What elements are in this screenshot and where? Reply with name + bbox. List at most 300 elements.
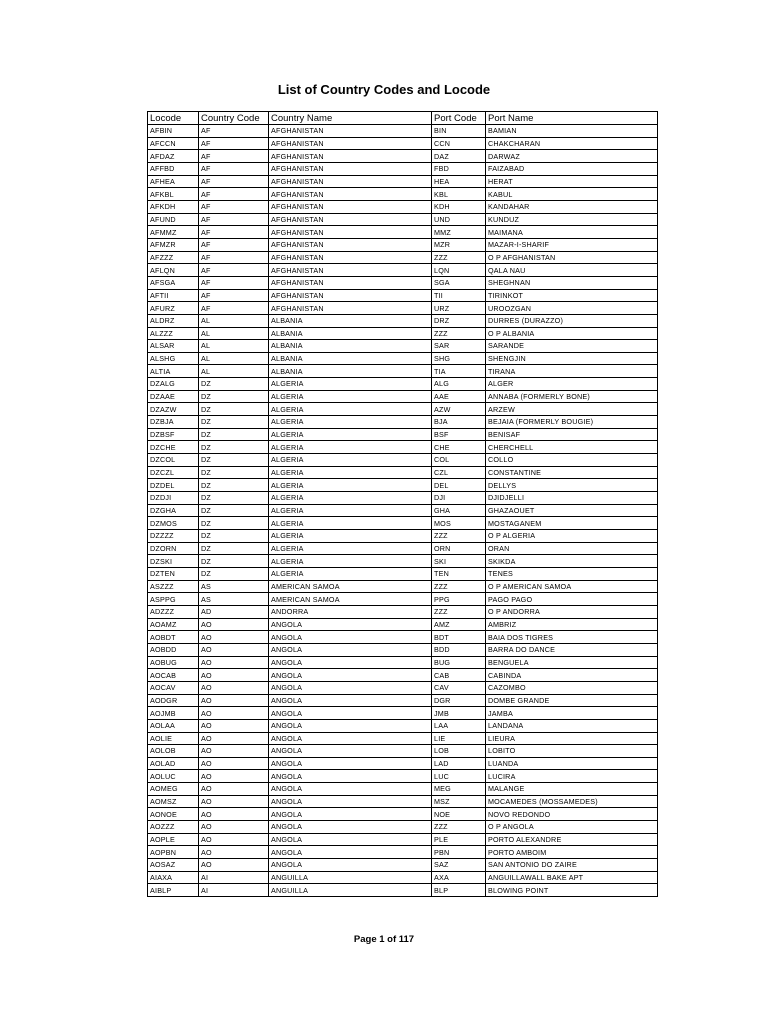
cell-locode: AFFBD [148,162,199,175]
cell-country-code: DZ [199,441,269,454]
cell-locode: AFMMZ [148,226,199,239]
cell-country-name: AMERICAN SAMOA [269,580,432,593]
page-title: List of Country Codes and Locode [277,82,491,97]
table-row [148,745,658,758]
cell-port-name: PORTO AMBOIM [486,846,658,859]
cell-locode: ALSAR [148,340,199,353]
cell-locode: AODGR [148,694,199,707]
cell-country-name: ANGOLA [269,795,432,808]
cell-port-name: O P ALBANIA [486,327,658,340]
cell-port-code: TIA [432,365,486,378]
table-row [148,390,658,403]
cell-country-code: AF [199,251,269,264]
table-body [148,125,658,897]
cell-port-code: SGA [432,276,486,289]
cell-port-code: BSF [432,428,486,441]
cell-port-name: CAZOMBO [486,681,658,694]
cell-country-code: DZ [199,390,269,403]
cell-country-name: ANGOLA [269,745,432,758]
table-row [148,213,658,226]
cell-country-code: AL [199,314,269,327]
table-row [148,631,658,644]
table-row [148,416,658,429]
table-row [148,314,658,327]
table-row [148,276,658,289]
cell-port-name: BENISAF [486,428,658,441]
cell-locode: DZBJA [148,416,199,429]
cell-port-code: KDH [432,200,486,213]
table-row [148,327,658,340]
cell-port-name: LUCIRA [486,770,658,783]
cell-port-name: CHAKCHARAN [486,137,658,150]
cell-country-code: AF [199,213,269,226]
cell-locode: AOPLE [148,833,199,846]
table-row [148,808,658,821]
table-row [148,719,658,732]
cell-port-code: BJA [432,416,486,429]
table-row [148,795,658,808]
cell-country-code: AO [199,770,269,783]
cell-port-name: NOVO REDONDO [486,808,658,821]
cell-country-code: AO [199,719,269,732]
cell-port-name: ORAN [486,542,658,555]
cell-locode: AIAXA [148,871,199,884]
cell-country-code: DZ [199,454,269,467]
cell-country-name: AFGHANISTAN [269,125,432,138]
cell-country-code: AF [199,238,269,251]
cell-country-code: AF [199,264,269,277]
cell-port-code: MMZ [432,226,486,239]
cell-country-name: AFGHANISTAN [269,289,432,302]
cell-port-name: QALA NAU [486,264,658,277]
cell-port-name: BARRA DO DANCE [486,643,658,656]
cell-country-code: AO [199,643,269,656]
cell-port-code: DEL [432,479,486,492]
cell-port-name: PORTO ALEXANDRE [486,833,658,846]
cell-locode: AOJMB [148,707,199,720]
cell-port-name: O P AMERICAN SAMOA [486,580,658,593]
cell-country-name: ANGOLA [269,821,432,834]
cell-port-name: COLLO [486,454,658,467]
cell-country-name: AMERICAN SAMOA [269,593,432,606]
cell-country-code: DZ [199,428,269,441]
cell-port-name: BENGUELA [486,656,658,669]
table-row [148,188,658,201]
table-row [148,226,658,239]
cell-country-name: AFGHANISTAN [269,150,432,163]
cell-country-name: ANGOLA [269,631,432,644]
cell-locode: AOLAD [148,757,199,770]
cell-country-name: AFGHANISTAN [269,162,432,175]
cell-country-code: AF [199,302,269,315]
cell-country-name: ANGOLA [269,859,432,872]
cell-locode: AOPBN [148,846,199,859]
column-header-country-code: Country Code [199,112,269,125]
table-row [148,340,658,353]
table-row [148,403,658,416]
table-row [148,871,658,884]
table-row [148,694,658,707]
table-row [148,580,658,593]
cell-port-name: BAIA DOS TIGRES [486,631,658,644]
cell-locode: AOLOB [148,745,199,758]
cell-port-code: HEA [432,175,486,188]
cell-port-code: SKI [432,555,486,568]
cell-locode: DZORN [148,542,199,555]
cell-port-code: ZZZ [432,580,486,593]
cell-port-code: TEN [432,567,486,580]
cell-port-name: ARZEW [486,403,658,416]
cell-port-name: DOMBE GRANDE [486,694,658,707]
cell-locode: AFTII [148,289,199,302]
table-row [148,251,658,264]
cell-port-code: CZL [432,466,486,479]
cell-port-name: DELLYS [486,479,658,492]
cell-locode: AOZZZ [148,821,199,834]
cell-locode: ALDRZ [148,314,199,327]
cell-port-name: KUNDUZ [486,213,658,226]
cell-port-name: CHERCHELL [486,441,658,454]
cell-locode: AONOE [148,808,199,821]
cell-country-code: AO [199,745,269,758]
table-row [148,542,658,555]
cell-port-code: DJI [432,492,486,505]
cell-country-name: AFGHANISTAN [269,188,432,201]
cell-locode: DZTEN [148,567,199,580]
page-number: Page 1 of 117 [353,934,415,945]
cell-port-code: ZZZ [432,251,486,264]
cell-country-name: AFGHANISTAN [269,238,432,251]
cell-country-name: ALBANIA [269,327,432,340]
cell-country-name: AFGHANISTAN [269,226,432,239]
cell-country-name: ANGOLA [269,707,432,720]
cell-port-name: PAGO PAGO [486,593,658,606]
table-row [148,846,658,859]
cell-port-name: SHEGHNAN [486,276,658,289]
table-row [148,643,658,656]
cell-port-name: LANDANA [486,719,658,732]
cell-port-name: O P AFGHANISTAN [486,251,658,264]
cell-port-name: O P ANDORRA [486,605,658,618]
cell-country-code: AO [199,795,269,808]
cell-country-name: ALGERIA [269,416,432,429]
cell-port-name: DARWAZ [486,150,658,163]
cell-locode: AFLQN [148,264,199,277]
cell-country-code: AO [199,656,269,669]
cell-country-code: DZ [199,378,269,391]
cell-locode: DZDEL [148,479,199,492]
cell-country-code: AO [199,669,269,682]
cell-port-code: GHA [432,504,486,517]
cell-locode: AFZZZ [148,251,199,264]
table-row [148,770,658,783]
cell-locode: AFDAZ [148,150,199,163]
cell-locode: DZALG [148,378,199,391]
cell-port-code: PBN [432,846,486,859]
cell-country-name: ALGERIA [269,542,432,555]
cell-port-name: TIRINKOT [486,289,658,302]
cell-locode: AFURZ [148,302,199,315]
cell-locode: AOBDD [148,643,199,656]
cell-country-code: AD [199,605,269,618]
table-row [148,593,658,606]
cell-country-code: DZ [199,403,269,416]
cell-port-code: URZ [432,302,486,315]
cell-port-code: CAB [432,669,486,682]
cell-country-code: DZ [199,517,269,530]
cell-locode: AFHEA [148,175,199,188]
cell-port-code: COL [432,454,486,467]
cell-country-code: AO [199,859,269,872]
cell-country-code: DZ [199,530,269,543]
cell-port-name: BLOWING POINT [486,884,658,897]
cell-locode: AIBLP [148,884,199,897]
cell-locode: DZDJI [148,492,199,505]
cell-country-code: AF [199,188,269,201]
cell-port-code: CHE [432,441,486,454]
cell-locode: DZZZZ [148,530,199,543]
cell-port-code: SHG [432,352,486,365]
table-row [148,289,658,302]
cell-locode: AFSGA [148,276,199,289]
table-row [148,517,658,530]
table-row [148,264,658,277]
cell-country-name: ALGERIA [269,492,432,505]
table-row [148,428,658,441]
cell-locode: DZMOS [148,517,199,530]
cell-country-name: ANGOLA [269,770,432,783]
cell-country-name: ANGOLA [269,618,432,631]
cell-port-code: MZR [432,238,486,251]
cell-locode: ALTIA [148,365,199,378]
cell-country-code: AO [199,833,269,846]
cell-port-code: PPG [432,593,486,606]
cell-country-code: AI [199,884,269,897]
cell-port-code: AZW [432,403,486,416]
cell-port-code: DAZ [432,150,486,163]
cell-country-code: AF [199,200,269,213]
cell-port-code: FBD [432,162,486,175]
cell-locode: AOLAA [148,719,199,732]
cell-locode: ASPPG [148,593,199,606]
cell-locode: AOBDT [148,631,199,644]
table-row [148,352,658,365]
table-row [148,365,658,378]
table-row [148,833,658,846]
cell-country-code: AO [199,618,269,631]
cell-country-name: ALGERIA [269,567,432,580]
cell-country-name: ANGOLA [269,846,432,859]
cell-locode: AOCAB [148,669,199,682]
cell-country-name: ALGERIA [269,504,432,517]
cell-country-name: ANGOLA [269,732,432,745]
cell-port-code: LAA [432,719,486,732]
cell-port-name: SHENGJIN [486,352,658,365]
cell-port-code: MEG [432,783,486,796]
cell-locode: AOLIE [148,732,199,745]
table-row [148,555,658,568]
cell-country-name: ANGOLA [269,669,432,682]
cell-country-code: DZ [199,504,269,517]
cell-country-code: AO [199,757,269,770]
cell-country-name: ALGERIA [269,479,432,492]
cell-country-code: DZ [199,466,269,479]
cell-port-code: LAD [432,757,486,770]
table-row [148,859,658,872]
cell-port-name: HERAT [486,175,658,188]
cell-port-code: LIE [432,732,486,745]
cell-country-name: ANGUILLA [269,871,432,884]
cell-country-code: AO [199,783,269,796]
cell-country-name: ALGERIA [269,530,432,543]
cell-country-code: AL [199,340,269,353]
cell-country-name: AFGHANISTAN [269,175,432,188]
table-row [148,454,658,467]
table-row [148,681,658,694]
cell-port-code: ZZZ [432,530,486,543]
cell-port-name: MAZAR-I-SHARIF [486,238,658,251]
table-row [148,618,658,631]
cell-country-name: ALGERIA [269,466,432,479]
cell-country-code: AO [199,821,269,834]
cell-country-code: DZ [199,542,269,555]
cell-country-code: AO [199,631,269,644]
cell-port-name: LIEURA [486,732,658,745]
cell-port-code: ALG [432,378,486,391]
cell-port-code: BDT [432,631,486,644]
cell-port-code: BUG [432,656,486,669]
cell-country-code: AF [199,289,269,302]
cell-locode: AFKBL [148,188,199,201]
column-header-port-name: Port Name [486,112,658,125]
column-header-country-name: Country Name [269,112,432,125]
column-header-locode: Locode [148,112,199,125]
cell-locode: DZBSF [148,428,199,441]
cell-port-code: CAV [432,681,486,694]
cell-port-code: JMB [432,707,486,720]
cell-port-name: MOSTAGANEM [486,517,658,530]
cell-country-name: ALGERIA [269,428,432,441]
table-row [148,302,658,315]
cell-port-name: LOBITO [486,745,658,758]
cell-port-name: SAN ANTONIO DO ZAIRE [486,859,658,872]
cell-country-name: ALBANIA [269,352,432,365]
cell-port-name: BAMIAN [486,125,658,138]
cell-port-name: CABINDA [486,669,658,682]
cell-locode: AOCAV [148,681,199,694]
table-row [148,884,658,897]
table-row [148,162,658,175]
cell-locode: AFCCN [148,137,199,150]
table-row [148,137,658,150]
cell-country-name: ALGERIA [269,403,432,416]
cell-port-name: ALGER [486,378,658,391]
cell-locode: ALSHG [148,352,199,365]
cell-port-name: MALANGE [486,783,658,796]
cell-locode: ASZZZ [148,580,199,593]
table-row [148,175,658,188]
cell-country-name: AFGHANISTAN [269,264,432,277]
table-row [148,125,658,138]
cell-port-code: BLP [432,884,486,897]
cell-country-name: AFGHANISTAN [269,137,432,150]
cell-port-code: AAE [432,390,486,403]
cell-country-name: ANGUILLA [269,884,432,897]
cell-locode: DZGHA [148,504,199,517]
cell-port-code: AXA [432,871,486,884]
cell-locode: DZAAE [148,390,199,403]
table-row [148,669,658,682]
table-row [148,821,658,834]
cell-country-code: AO [199,808,269,821]
cell-port-name: DJIDJELLI [486,492,658,505]
cell-port-code: ZZZ [432,605,486,618]
cell-locode: AFMZR [148,238,199,251]
table-row [148,200,658,213]
cell-country-name: ANGOLA [269,833,432,846]
cell-country-name: AFGHANISTAN [269,213,432,226]
cell-country-code: AF [199,137,269,150]
cell-locode: AOLUC [148,770,199,783]
cell-locode: AOAMZ [148,618,199,631]
cell-country-name: ANGOLA [269,643,432,656]
cell-port-name: TIRANA [486,365,658,378]
table-row [148,441,658,454]
cell-country-name: AFGHANISTAN [269,302,432,315]
cell-locode: DZAZW [148,403,199,416]
cell-port-code: PLE [432,833,486,846]
table-row [148,757,658,770]
cell-port-name: O P ALGERIA [486,530,658,543]
cell-port-code: TII [432,289,486,302]
cell-port-name: LUANDA [486,757,658,770]
cell-country-code: DZ [199,567,269,580]
cell-port-name: KANDAHAR [486,200,658,213]
cell-port-name: SKIKDA [486,555,658,568]
cell-port-code: DRZ [432,314,486,327]
cell-country-name: ANDORRA [269,605,432,618]
cell-country-code: AO [199,681,269,694]
cell-country-name: ANGOLA [269,783,432,796]
cell-port-code: DGR [432,694,486,707]
cell-port-code: ZZZ [432,327,486,340]
cell-country-name: ANGOLA [269,719,432,732]
cell-port-name: FAIZABAD [486,162,658,175]
cell-locode: AOMSZ [148,795,199,808]
cell-country-code: AF [199,150,269,163]
cell-country-name: ALGERIA [269,517,432,530]
cell-country-code: AF [199,162,269,175]
table-row [148,466,658,479]
cell-port-code: ZZZ [432,821,486,834]
cell-country-code: AI [199,871,269,884]
country-codes-table [147,111,658,897]
cell-port-name: CONSTANTINE [486,466,658,479]
table-row [148,492,658,505]
cell-country-name: ALGERIA [269,378,432,391]
table-row [148,504,658,517]
table-header-row [148,112,658,125]
cell-country-code: AF [199,175,269,188]
table-row [148,707,658,720]
cell-locode: AFBIN [148,125,199,138]
cell-port-name: TENES [486,567,658,580]
cell-country-name: ANGOLA [269,757,432,770]
cell-country-code: AO [199,707,269,720]
cell-port-code: CCN [432,137,486,150]
table-row [148,732,658,745]
cell-port-code: LOB [432,745,486,758]
